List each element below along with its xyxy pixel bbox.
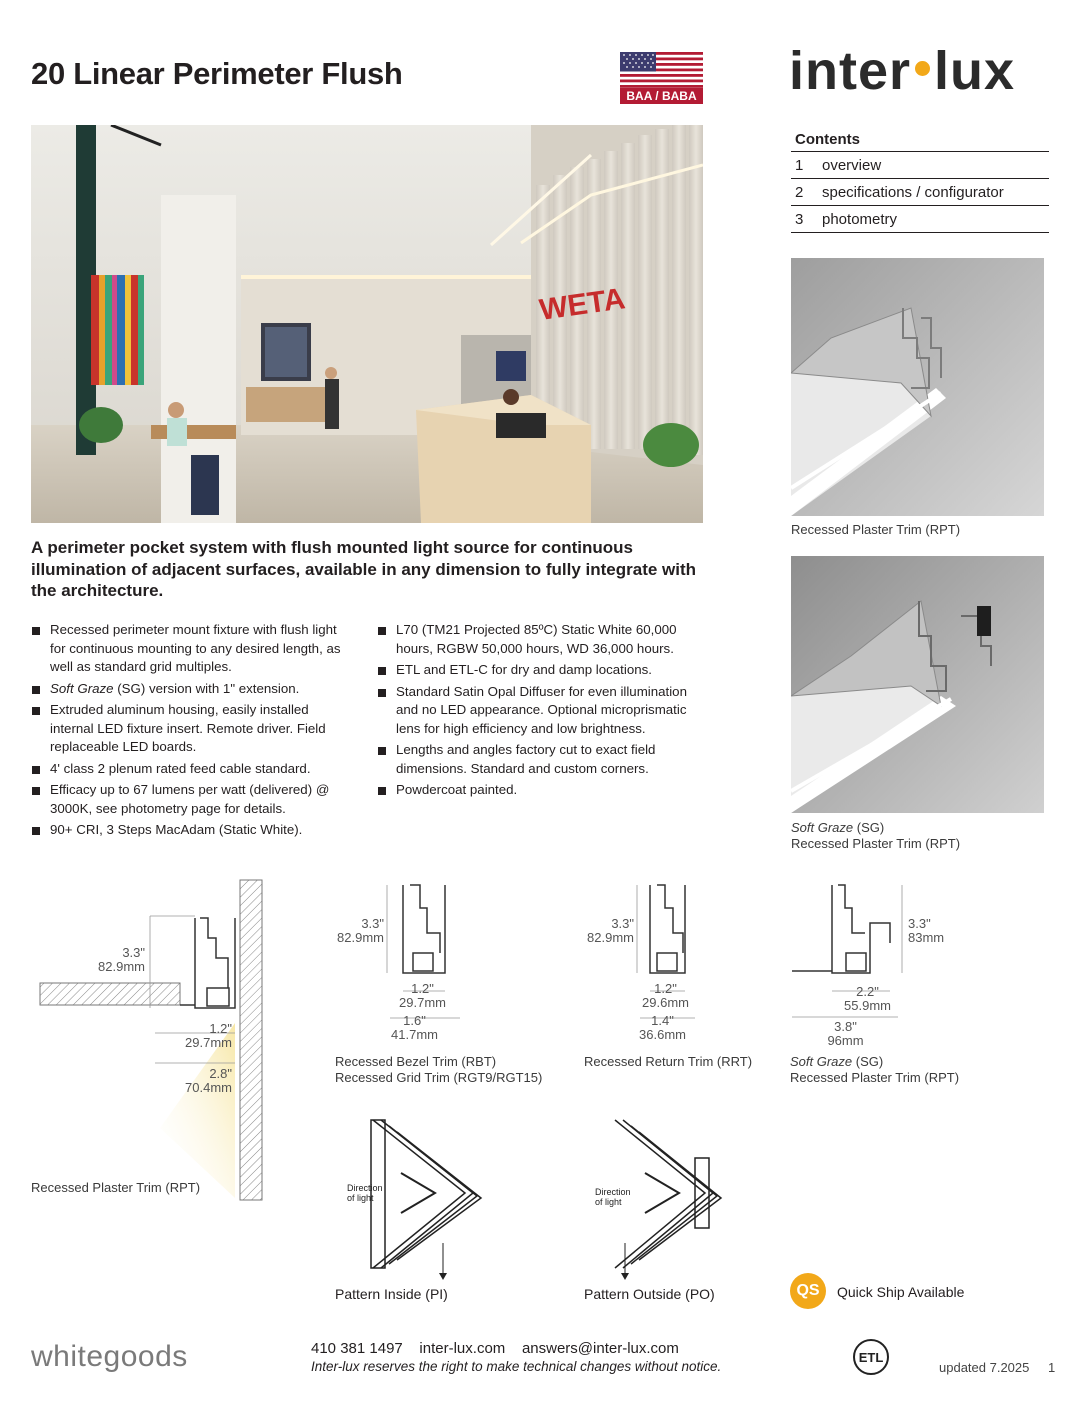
list-item: ETL and ETL-C for dry and damp locations. bbox=[377, 661, 697, 680]
pi-direction-label bbox=[347, 1183, 383, 1203]
contact-line[interactable]: 410 381 1497 inter-lux.com answers@inter-lux.com bbox=[311, 1340, 679, 1357]
rpt-render bbox=[791, 258, 1044, 516]
rrt-height-dim bbox=[570, 917, 634, 945]
updated-date: updated 7.2025 bbox=[939, 1360, 1030, 1375]
rpt-width1-dim bbox=[150, 1022, 232, 1050]
sg-width2-dim bbox=[808, 1020, 883, 1048]
rpt-drawing-caption: Recessed Plaster Trim (RPT) bbox=[31, 1180, 201, 1195]
dim-inches: 3.3" bbox=[122, 945, 145, 960]
caption-line: Recessed Bezel Trim (RBT) bbox=[335, 1054, 497, 1069]
contents-item-overview[interactable] bbox=[791, 152, 1049, 179]
contents-item-num: 1 bbox=[795, 157, 804, 174]
dim-mm: 82.9mm bbox=[337, 930, 384, 945]
interlux-logo bbox=[789, 40, 1015, 102]
rbt-drawing-caption bbox=[335, 1054, 542, 1086]
contents-item-label: photometry bbox=[822, 211, 898, 228]
rbt-width2-dim bbox=[377, 1014, 452, 1042]
disclaimer-note: Inter-lux reserves the right to make technical changes without notice. bbox=[311, 1359, 722, 1374]
dim-mm: 83mm bbox=[908, 930, 945, 945]
list-item: Powdercoat painted. bbox=[377, 781, 697, 800]
page-number: 1 bbox=[1048, 1360, 1056, 1375]
sg-height-dim bbox=[908, 917, 944, 945]
list-item: L70 (TM21 Projected 85ºC) Static White 60,000 hours, RGBW 50,000 hours, WD 36,000 hours. bbox=[377, 621, 697, 658]
whitegoods-brand: whitegoods bbox=[31, 1340, 188, 1373]
list-item: Efficacy up to 67 lumens per watt (delivered) @ 3000K, see photometry page for details. bbox=[31, 781, 351, 818]
sg-width1-dim bbox=[830, 985, 905, 1013]
hero-photo bbox=[31, 125, 703, 523]
direction-text: Direction bbox=[347, 1183, 383, 1193]
lobby-illustration bbox=[31, 125, 703, 523]
rpt-width2-dim bbox=[150, 1067, 232, 1095]
etl-certification-icon bbox=[849, 1335, 893, 1379]
logo-text-right: lux bbox=[934, 41, 1016, 101]
rrt-width1-dim bbox=[628, 982, 703, 1010]
contents-item-num: 3 bbox=[795, 211, 804, 228]
logo-dot-icon bbox=[915, 61, 930, 76]
sg-caption-line2: Recessed Plaster Trim (RPT) bbox=[791, 836, 961, 851]
rbt-height-dim bbox=[320, 917, 384, 945]
quick-ship-label: Quick Ship Available bbox=[837, 1284, 965, 1300]
contents-item-label: specifications / configurator bbox=[822, 184, 1004, 201]
dim-mm: 29.6mm bbox=[642, 995, 689, 1010]
contents-item-label: overview bbox=[822, 157, 882, 174]
rrt-drawing-caption: Recessed Return Trim (RRT) bbox=[584, 1054, 753, 1069]
sg-photo-caption bbox=[791, 820, 960, 852]
list-item: 90+ CRI, 3 Steps MacAdam (Static White). bbox=[31, 821, 351, 840]
dim-inches: 1.2" bbox=[654, 981, 677, 996]
caption-italic: Soft Graze bbox=[790, 1054, 853, 1069]
list-item: Soft Graze (SG) version with 1" extension. bbox=[31, 680, 351, 699]
weta-sign: WETA bbox=[537, 282, 628, 327]
dim-inches: 3.3" bbox=[908, 916, 931, 931]
lead-paragraph: A perimeter pocket system with flush mounted light source for continuous illumination of adjacent surfaces, available in any dimension to fully integrate with the architecture. bbox=[31, 538, 697, 600]
list-item: Extruded aluminum housing, easily installed internal LED fixture insert. Remote driver. Field replaceable LED boards. bbox=[31, 701, 351, 757]
quick-ship-badge: QS bbox=[790, 1273, 826, 1309]
direction-text: of light bbox=[595, 1197, 622, 1207]
features-list-left bbox=[31, 621, 351, 843]
contents-item-photometry[interactable] bbox=[791, 206, 1049, 233]
list-item: Lengths and angles factory cut to exact field dimensions. Standard and custom corners. bbox=[377, 741, 697, 778]
direction-text: of light bbox=[347, 1193, 374, 1203]
sg-product-photo bbox=[791, 556, 1044, 813]
sg-drawing-caption bbox=[790, 1054, 959, 1086]
pattern-outside-caption: Pattern Outside (PO) bbox=[584, 1286, 715, 1302]
rpt-photo-caption: Recessed Plaster Trim (RPT) bbox=[791, 522, 961, 537]
dim-mm: 82.9mm bbox=[98, 959, 145, 974]
baa-baba-badge: BAA / BABA bbox=[620, 88, 703, 104]
dim-mm: 41.7mm bbox=[391, 1027, 438, 1042]
contents-heading: Contents bbox=[791, 129, 1049, 152]
rrt-width2-dim bbox=[625, 1014, 700, 1042]
caption-rest: (SG) bbox=[852, 1054, 884, 1069]
dim-inches: 3.3" bbox=[611, 916, 634, 931]
list-item: Recessed perimeter mount fixture with flush light for continuous mounting to any desired length, as well as standard grid multiples. bbox=[31, 621, 351, 677]
dim-mm: 82.9mm bbox=[587, 930, 634, 945]
sg-render bbox=[791, 556, 1044, 813]
dim-mm: 29.7mm bbox=[185, 1035, 232, 1050]
dim-inches: 1.4" bbox=[651, 1013, 674, 1028]
list-item: Standard Satin Opal Diffuser for even illumination and no LED appearance. Optional microprismatic lens for high efficiency and low brightness. bbox=[377, 683, 697, 739]
dim-inches: 1.2" bbox=[411, 981, 434, 996]
caption-line: Recessed Plaster Trim (RPT) bbox=[790, 1070, 960, 1085]
logo-text-left: inter bbox=[789, 41, 912, 101]
sg-caption-italic: Soft Graze bbox=[791, 820, 854, 835]
dim-inches: 1.6" bbox=[403, 1013, 426, 1028]
dim-inches: 1.2" bbox=[209, 1021, 232, 1036]
dim-mm: 96mm bbox=[827, 1033, 864, 1048]
contents-table bbox=[791, 129, 1049, 233]
rbt-width1-dim bbox=[385, 982, 460, 1010]
dim-inches: 3.3" bbox=[361, 916, 384, 931]
dim-inches: 3.8" bbox=[834, 1019, 857, 1034]
etl-mark-text: ETL bbox=[858, 1350, 884, 1365]
contents-item-specifications[interactable] bbox=[791, 179, 1049, 206]
rpt-height-dim bbox=[60, 946, 145, 974]
contents-item-num: 2 bbox=[795, 184, 804, 201]
direction-text: Direction bbox=[595, 1187, 631, 1197]
dim-mm: 29.7mm bbox=[399, 995, 446, 1010]
dim-inches: 2.8" bbox=[209, 1066, 232, 1081]
dim-inches: 2.2" bbox=[856, 984, 879, 999]
pattern-inside-caption: Pattern Inside (PI) bbox=[335, 1286, 448, 1302]
rpt-product-photo bbox=[791, 258, 1044, 516]
features-list-right bbox=[377, 621, 697, 803]
dim-mm: 36.6mm bbox=[639, 1027, 686, 1042]
caption-line: Recessed Grid Trim (RGT9/RGT15) bbox=[335, 1070, 543, 1085]
page-title: 20 Linear Perimeter Flush bbox=[31, 56, 403, 91]
dim-mm: 70.4mm bbox=[185, 1080, 232, 1095]
sg-caption-rest: (SG) bbox=[853, 820, 885, 835]
soft-graze-italic: Soft Graze bbox=[50, 680, 114, 696]
po-direction-label bbox=[595, 1187, 631, 1207]
list-item: 4' class 2 plenum rated feed cable standard. bbox=[31, 760, 351, 779]
dim-mm: 55.9mm bbox=[844, 998, 891, 1013]
